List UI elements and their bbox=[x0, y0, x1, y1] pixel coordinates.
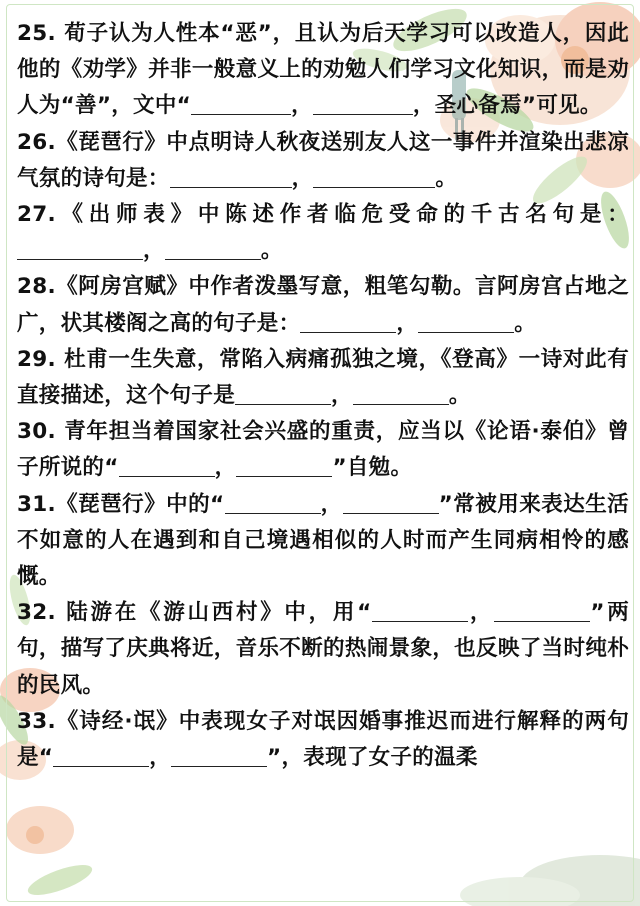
question-28: 28.《阿房宫赋》中作者泼墨写意，粗笔勾勒。言阿房宫占地之广，状其楼阁之高的句子是： ， 。 bbox=[17, 274, 629, 336]
question-29: 29. 杜甫一生失意，常陷入病痛孤独之境，《登高》一诗对此有直接描述，这个句子是 ， 。 bbox=[17, 346, 629, 409]
question-list bbox=[17, 16, 629, 776]
answer-blank[interactable] bbox=[343, 490, 439, 514]
answer-blank[interactable] bbox=[313, 164, 435, 188]
answer-blank[interactable] bbox=[53, 744, 149, 768]
question-27: 27.《出师表》中陈述作者临危受命的千古名句是：， 。 bbox=[17, 202, 629, 264]
question-32: 32. 陆游在《游山西村》中，用“ ， ”两句，描写了庆典将近，音乐不断的热闹景象，也反映了当时纯朴的民风。 bbox=[17, 600, 629, 698]
answer-blank[interactable] bbox=[171, 744, 267, 768]
answer-blank[interactable] bbox=[235, 381, 331, 405]
answer-blank[interactable] bbox=[225, 490, 321, 514]
answer-blank[interactable] bbox=[165, 237, 261, 261]
answer-blank[interactable] bbox=[170, 164, 292, 188]
question-30: 30. 青年担当着国家社会兴盛的重责，应当以《论语·泰伯》曾子所说的“ ， ”自勉。 bbox=[17, 419, 629, 481]
answer-blank[interactable] bbox=[191, 92, 291, 116]
question-26: 26.《琵琶行》中点明诗人秋夜送别友人这一事件并渲染出悲凉气氛的诗句是： ， 。 bbox=[17, 129, 629, 191]
answer-blank[interactable] bbox=[17, 237, 143, 261]
answer-blank[interactable] bbox=[236, 454, 332, 478]
answer-blank[interactable] bbox=[313, 92, 413, 116]
answer-blank[interactable] bbox=[353, 381, 449, 405]
answer-blank[interactable] bbox=[372, 599, 468, 623]
answer-blank[interactable] bbox=[494, 599, 590, 623]
question-25: 25. 荀子认为人性本“恶”，且认为后天学习可以改造人，因此他的《劝学》并非一般意义上的劝勉人们学习文化知识，而是劝人为“善”，文中“ ， ，圣心备焉”可见。 bbox=[17, 21, 629, 119]
question-33: 33.《诗经·氓》中表现女子对氓因婚事推迟而进行解释的两句是“ ， ”，表现了女子的温柔 bbox=[17, 708, 629, 771]
answer-blank[interactable] bbox=[119, 454, 215, 478]
answer-blank[interactable] bbox=[418, 309, 514, 333]
question-31: 31.《琵琶行》中的“ ， ”常被用来表达生活不如意的人在遇到和自己境遇相似的人时而产生同病相怜的感慨。 bbox=[17, 491, 629, 590]
answer-blank[interactable] bbox=[300, 309, 396, 333]
